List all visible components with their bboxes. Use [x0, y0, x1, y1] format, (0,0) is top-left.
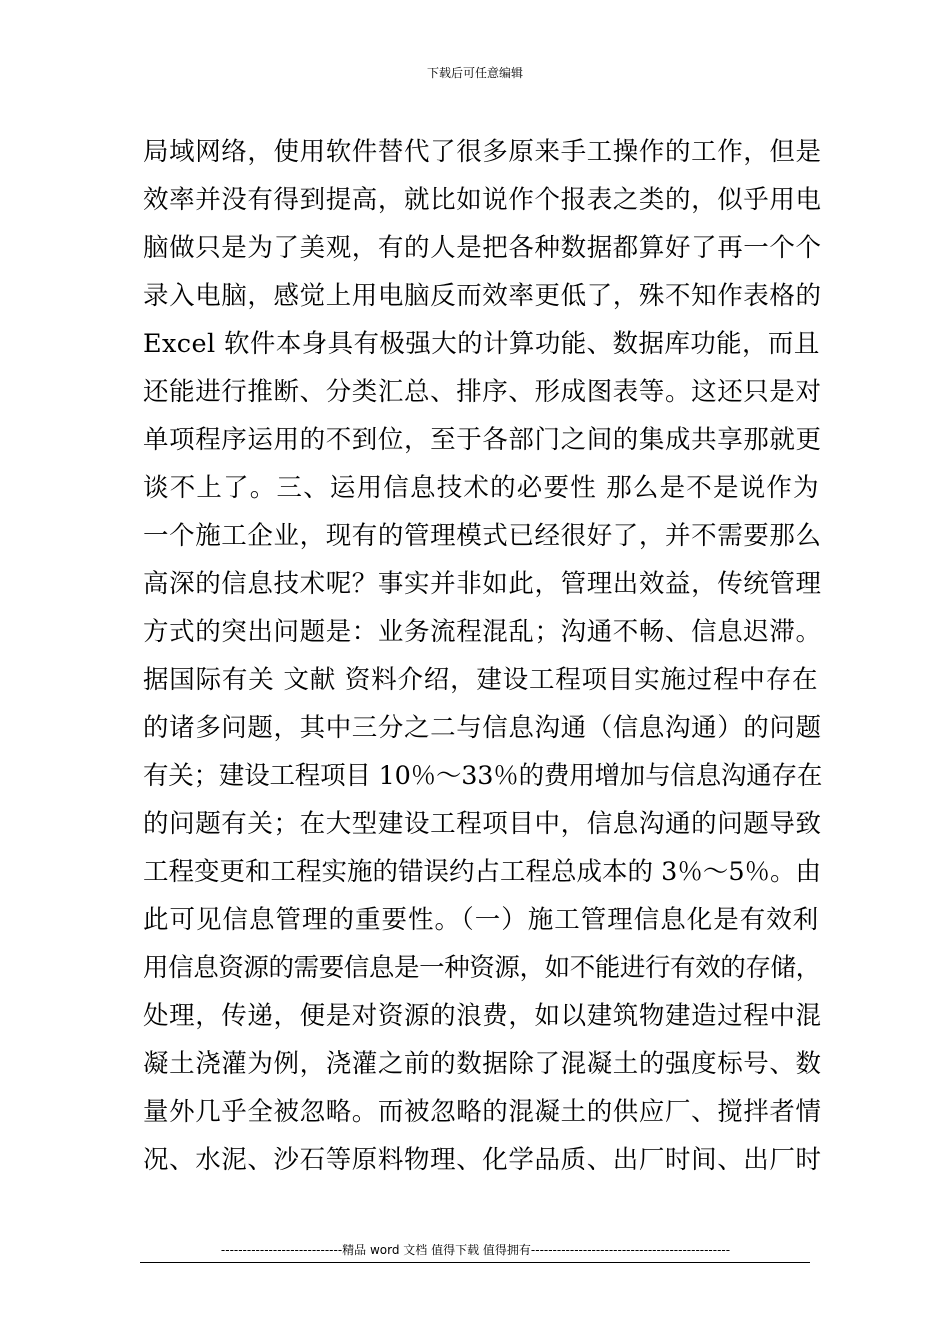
text-line: 处理，传递，便是对资源的浪费，如以建筑物建造过程中混 — [143, 1001, 822, 1031]
text-line: Excel 软件本身具有极强大的计算功能、数据库功能，而且 — [143, 329, 820, 359]
text-line: 录入电脑，感觉上用电脑反而效率更低了，殊不知作表格的 — [143, 281, 822, 311]
text-line: 据国际有关 文献 资料介绍，建设工程项目实施过程中存在 — [143, 665, 819, 695]
text-line: 谈不上了。三、运用信息技术的必要性 那么是不是说作为 — [143, 473, 820, 503]
page-footer: ----------------------------精品 word 文档 值得下载 值得拥有---------------------------------------------- — [220, 1243, 731, 1257]
text-line: 一个施工企业，现有的管理模式已经很好了，并不需要那么 — [143, 521, 822, 551]
text-line: 的问题有关；在大型建设工程项目中，信息沟通的问题导致 — [143, 809, 822, 839]
text-line: 脑做只是为了美观，有的人是把各种数据都算好了再一个个 — [143, 233, 822, 263]
text-line: 局域网络，使用软件替代了很多原来手工操作的工作，但是 — [143, 137, 822, 167]
text-line: 量外几乎全被忽略。而被忽略的混凝土的供应厂、搅拌者情 — [143, 1097, 822, 1127]
footer-rule — [140, 1262, 810, 1263]
text-line: 况、水泥、沙石等原料物理、化学品质、出厂时间、出厂时 — [143, 1145, 822, 1175]
text-line: 凝土浇灌为例，浇灌之前的数据除了混凝土的强度标号、数 — [143, 1049, 822, 1079]
text-line: 工程变更和工程实施的错误约占工程总成本的 3％～5％。由 — [143, 857, 822, 887]
text-line: 用信息资源的需要信息是一种资源，如不能进行有效的存储， — [143, 953, 821, 983]
page-header: 下载后可任意编辑 — [426, 66, 523, 80]
body-text — [143, 128, 823, 1184]
text-line: 此可见信息管理的重要性。（一）施工管理信息化是有效利 — [143, 905, 820, 935]
text-line: 效率并没有得到提高，就比如说作个报表之类的，似乎用电 — [143, 185, 822, 215]
text-line: 有关；建设工程项目 10％～33％的费用增加与信息沟通存在 — [143, 761, 823, 791]
text-line: 高深的信息技术呢？事实并非如此，管理出效益，传统管理 — [143, 569, 822, 599]
text-line: 方式的突出问题是：业务流程混乱；沟通不畅、信息迟滞。 — [143, 617, 822, 647]
text-line: 的诸多问题，其中三分之二与信息沟通（信息沟通）的问题 — [143, 713, 822, 743]
text-line: 单项程序运用的不到位，至于各部门之间的集成共享那就更 — [143, 425, 822, 455]
text-line: 还能进行推断、分类汇总、排序、形成图表等。这还只是对 — [143, 377, 822, 407]
